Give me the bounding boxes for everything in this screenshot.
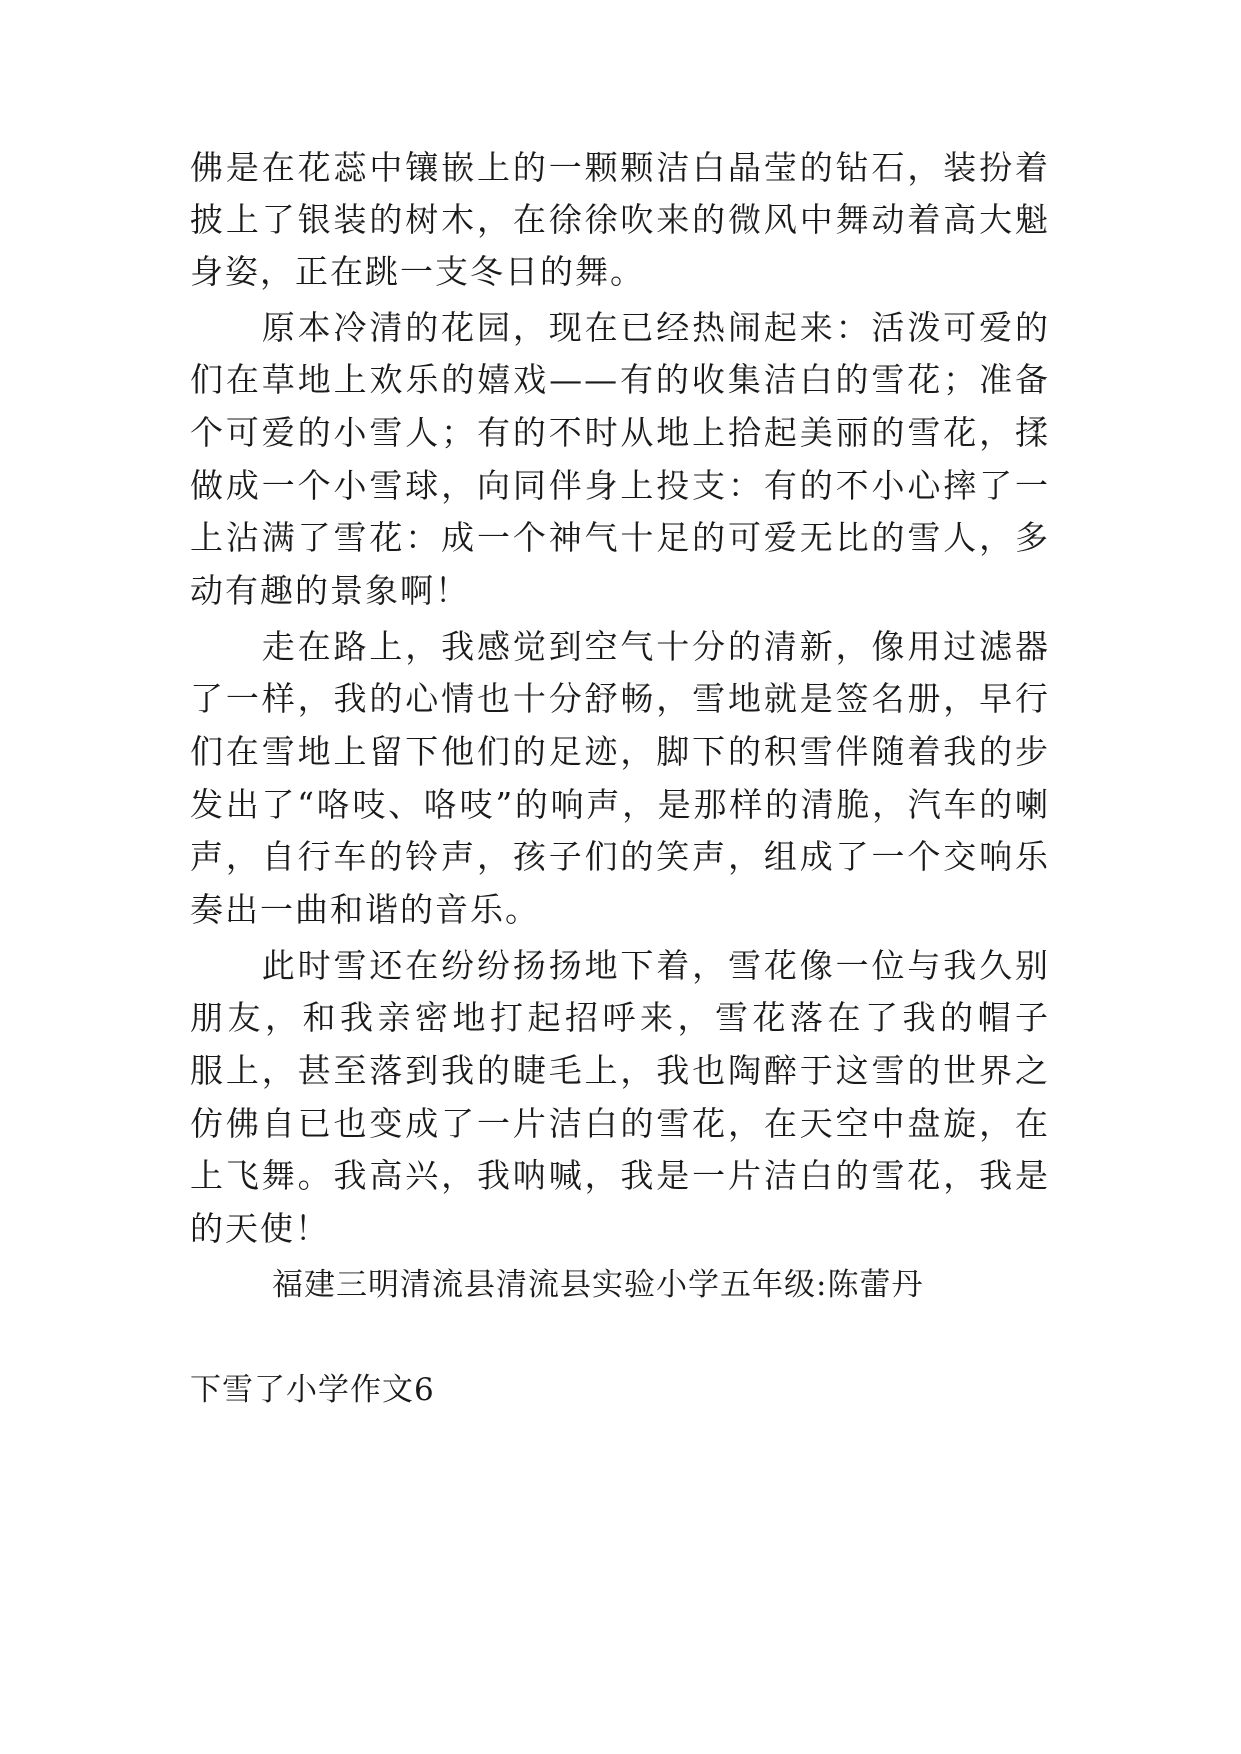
text-line: 走在路上，我感觉到空气十分的清新，像用过滤器 bbox=[261, 627, 1050, 666]
text-line: 身姿，正在跳一支冬日的舞。 bbox=[190, 252, 645, 291]
text-line: 个可爱的小雪人；有的不时从地上拾起美丽的雪花，揉 bbox=[190, 413, 1050, 452]
text-line: 们在草地上欢乐的嬉戏——有的收集洁白的雪花；准备 bbox=[190, 360, 1050, 399]
text-line: 了一样，我的心情也十分舒畅，雪地就是签名册，早行 bbox=[190, 679, 1050, 718]
text-line: 仿佛自已也变成了一片洁白的雪花，在天空中盘旋，在 bbox=[190, 1104, 1050, 1143]
text-line: 朋友，和我亲密地打起招呼来，雪花落在了我的帽子 bbox=[190, 998, 1050, 1037]
text-line: 做成一个小雪球，向同伴身上投支：有的不小心摔了一 bbox=[190, 466, 1050, 505]
section-heading: 下雪了小学作文6 bbox=[190, 1372, 435, 1408]
text-line: 奏出一曲和谐的音乐。 bbox=[190, 890, 540, 929]
text-line: 上沾满了雪花：成一个神气十足的可爱无比的雪人，多 bbox=[190, 518, 1050, 557]
text-line: 发出了“咯吱、咯吱”的响声，是那样的清脆，汽车的喇 bbox=[190, 785, 1050, 824]
author-signature: 福建三明清流县清流县实验小学五年级:陈蕾丹 bbox=[272, 1267, 924, 1303]
text-line: 服上，甚至落到我的睫毛上，我也陶醉于这雪的世界之 bbox=[190, 1051, 1050, 1090]
text-line: 动有趣的景象啊！ bbox=[190, 571, 470, 610]
text-line: 上飞舞。我高兴，我呐喊，我是一片洁白的雪花，我是 bbox=[190, 1156, 1050, 1195]
text-line: 们在雪地上留下他们的足迹，脚下的积雪伴随着我的步 bbox=[190, 732, 1050, 771]
text-line: 此时雪还在纷纷扬扬地下着，雪花像一位与我久别 bbox=[261, 946, 1050, 985]
text-line: 佛是在花蕊中镶嵌上的一颗颗洁白晶莹的钻石，装扮着 bbox=[190, 148, 1050, 187]
text-line: 原本冷清的花园，现在已经热闹起来：活泼可爱的 bbox=[261, 308, 1050, 347]
text-line: 声，自行车的铃声，孩子们的笑声，组成了一个交响乐 bbox=[190, 837, 1050, 876]
text-line: 的天使！ bbox=[190, 1209, 330, 1248]
text-line: 披上了银装的树木，在徐徐吹来的微风中舞动着高大魁 bbox=[190, 200, 1050, 239]
